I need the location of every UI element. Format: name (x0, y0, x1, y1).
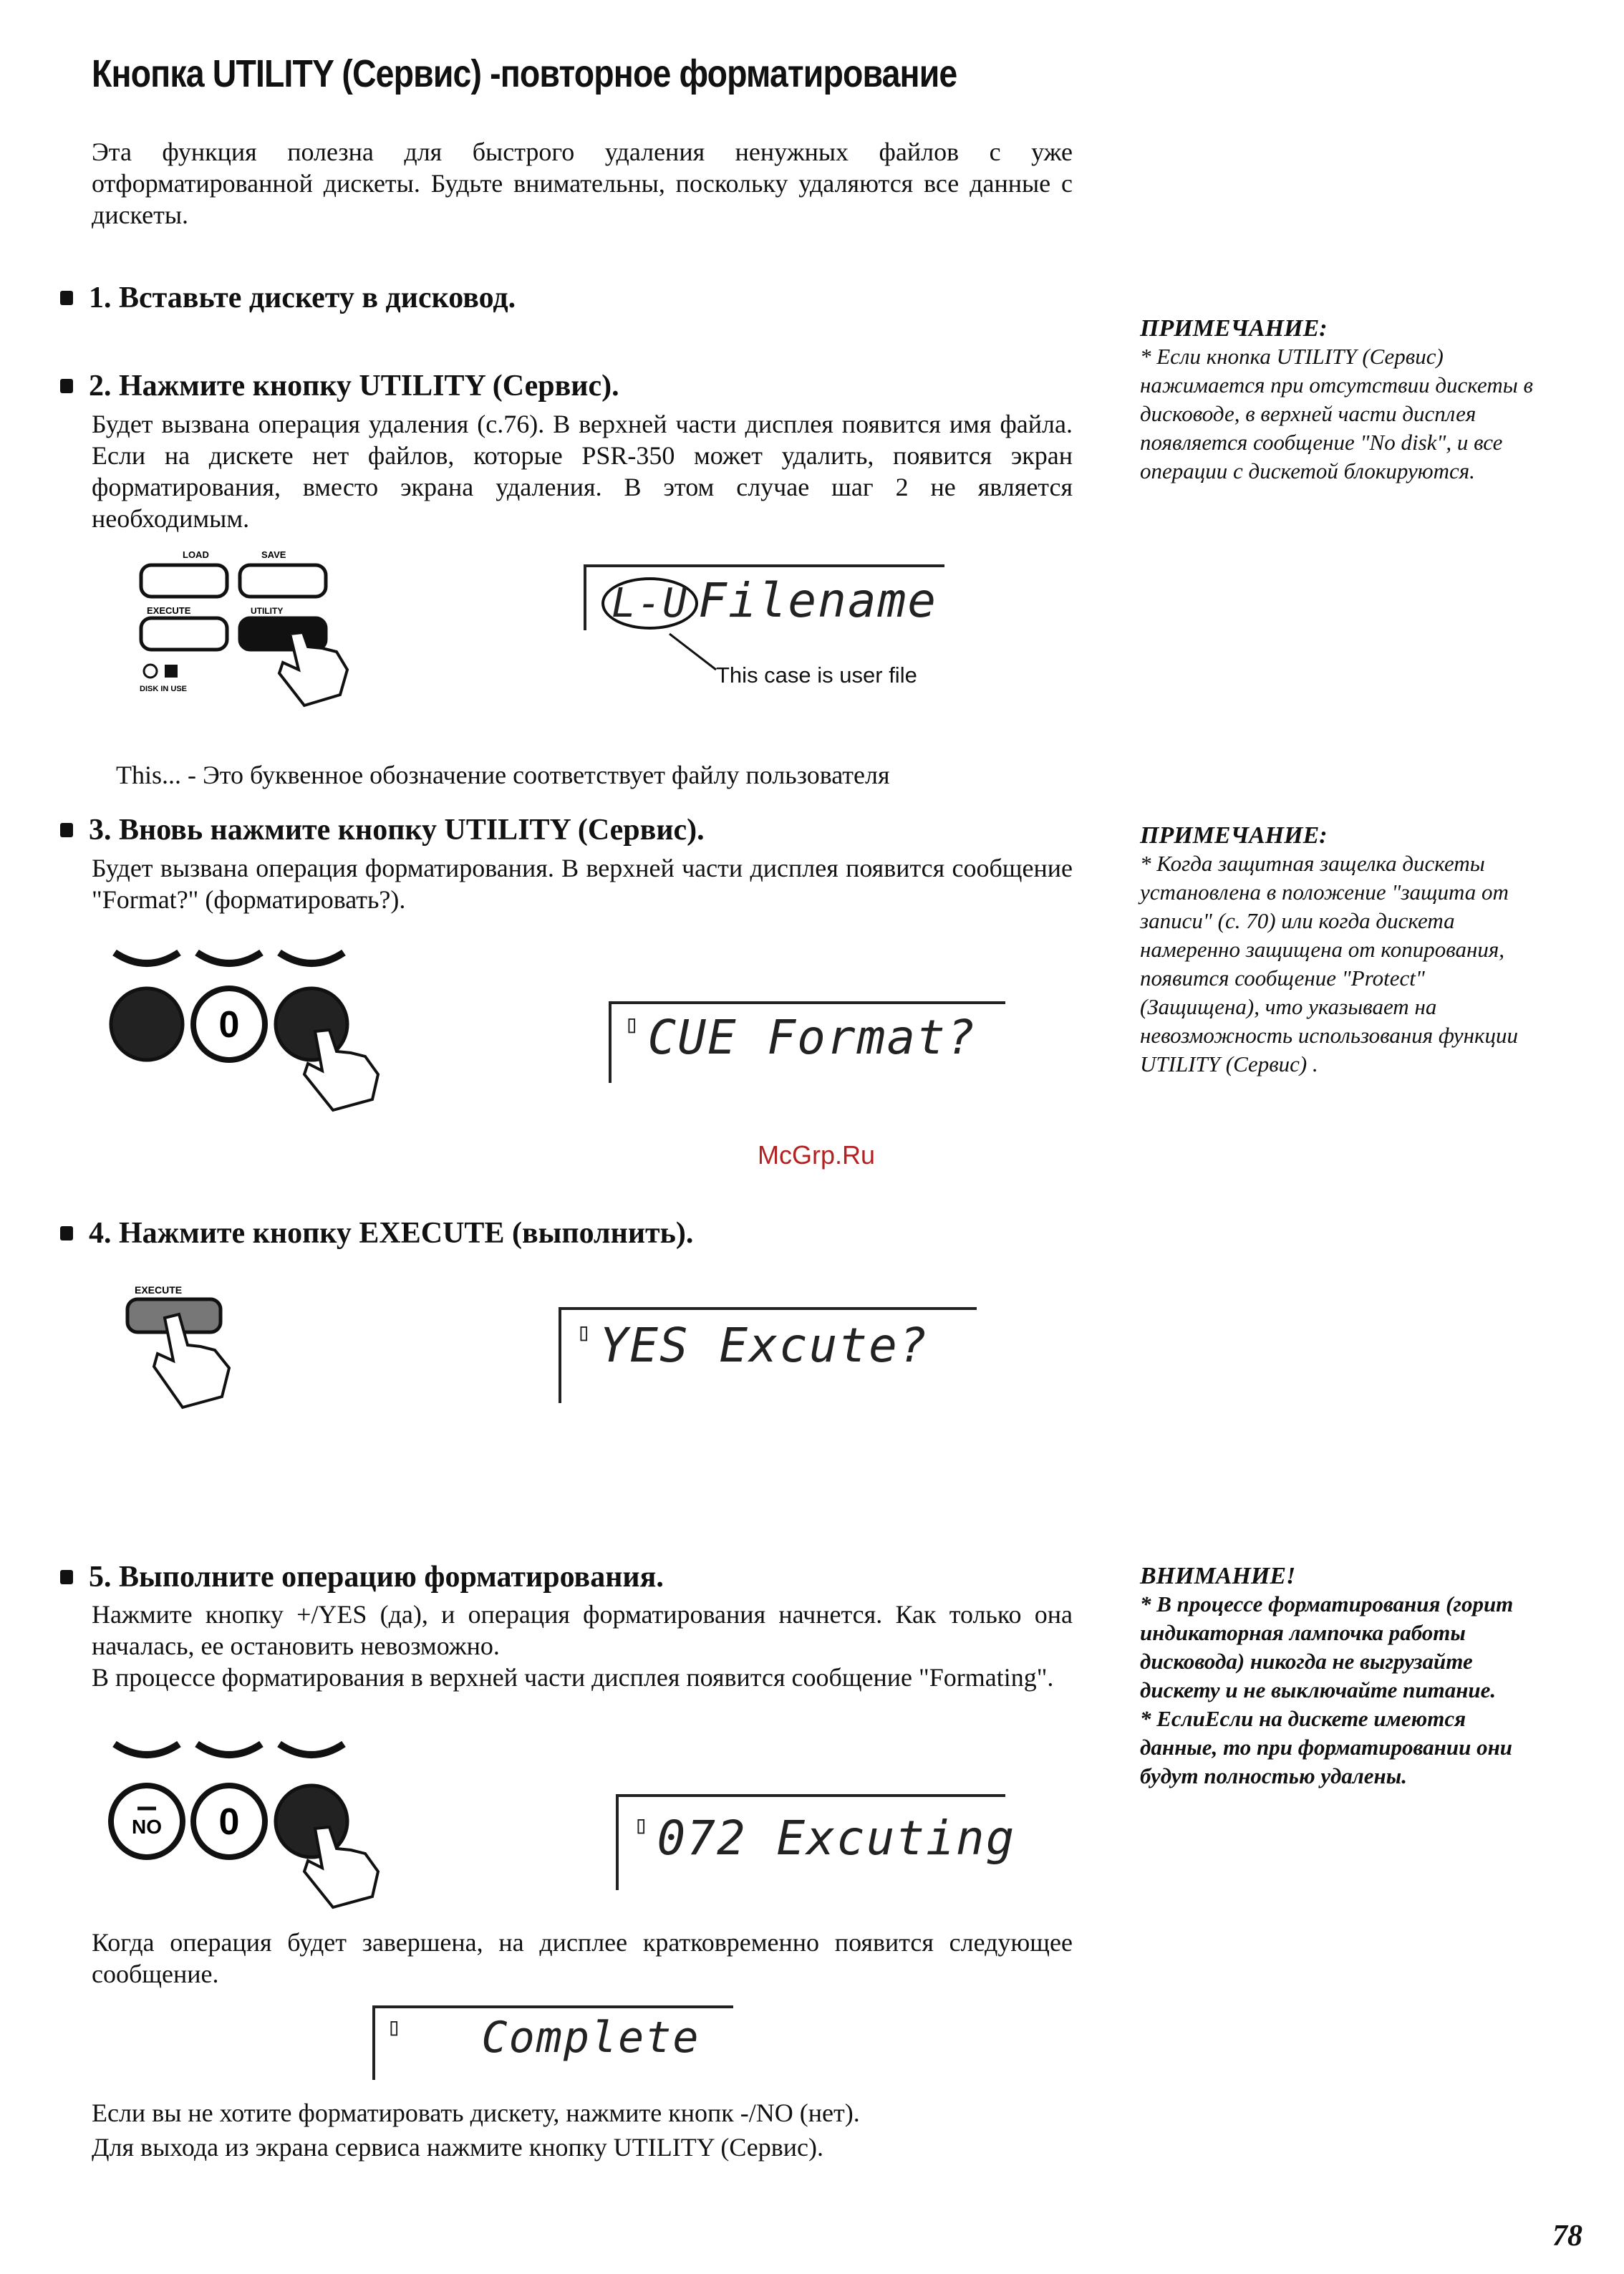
step-3-heading: 3. Вновь нажмите кнопку UTILITY (Сервис). (89, 814, 705, 847)
step-1 (60, 281, 516, 315)
step-5 (60, 1560, 664, 1594)
save-button[interactable] (240, 565, 326, 597)
step-2-text: Будет вызвана операция удаления (с.76). В верхней части дисплея появится имя файла. Если на дискете нет файлов, которые PSR-350 может удалить, появится экран форматирования, вместо экрана удаления. В этом случае шаг 2 не является необходимым. (92, 410, 1073, 533)
lcd-executing-display (634, 1811, 1015, 1866)
load-label: LOAD (183, 549, 209, 560)
complete-paragraph: Когда операция будет завершена, на дисплее кратковременно появится следующее сообщение. (92, 1928, 1073, 1988)
intro-paragraph: Эта функция полезна для быстрого удаления ненужных файлов с уже отформатированной дискеты. Будьте внимательны, поскольку удаляются все данные с дискеты. (92, 138, 1073, 229)
save-label: SAVE (261, 549, 286, 560)
caution-text-2: * ЕслиЕсли на дискете имеются данные, то при форматировании они будут полностью удалены. (1140, 1706, 1513, 1788)
lcd-format-text: CUE Format? (647, 1010, 977, 1065)
dial-buttons-step3 (107, 945, 422, 1117)
footer-line-1: Если вы не хотите форматировать дискету, нажмите кнопк -/NO (нет). (92, 2099, 860, 2127)
bullet-icon (60, 823, 73, 837)
execute-label: EXECUTE (147, 605, 191, 616)
caution-text-1: * В процессе форматирования (горит индикаторная лампочка работы дисковода) никогда не выгрузайте дискету и не выключайте питание. (1140, 1591, 1514, 1702)
execute-button[interactable] (141, 618, 227, 650)
page-title: Кнопка UTILITY (Сервис) -повторное форматирование (92, 52, 957, 95)
disk-in-use-lamp-icon (144, 665, 157, 678)
dial-buttons-step5 (107, 1737, 422, 1916)
utility-label: UTILITY (251, 606, 284, 616)
utility-button-panel (132, 548, 390, 720)
filename-callout: This case is user file (716, 663, 917, 688)
minus-no-button[interactable] (111, 988, 183, 1060)
lcd-executing-text: 072 Excuting (657, 1811, 1016, 1866)
execute-button-illustration (122, 1282, 265, 1418)
lcd-cursor-icon: ▯ (624, 1010, 641, 1039)
step-5-heading: 5. Выполните операцию форматирования. (89, 1561, 664, 1594)
load-button[interactable] (141, 565, 227, 597)
lcd-filename-text: Filename (698, 573, 938, 628)
bullet-icon (60, 1570, 73, 1584)
caution-heading: ВНИМАНИЕ! (1140, 1563, 1296, 1589)
lcd-complete-text: Complete (481, 2013, 700, 2063)
note-1 (1140, 315, 1541, 486)
lcd-cursor-icon: ▯ (387, 2013, 403, 2041)
caution-note (1140, 1563, 1541, 1791)
step-2 (60, 369, 619, 403)
lcd-format-display (624, 1010, 977, 1065)
zero-label: 0 (218, 1801, 240, 1843)
utility-button[interactable] (240, 618, 326, 650)
zero-label: 0 (218, 1004, 240, 1046)
step-5-text-1: Нажмите кнопку +/YES (да), и операция форматирования начнется. Как только она началась, ее остановить невозможно. (92, 1600, 1073, 1660)
footer-line-2: Для выхода из экрана сервиса нажмите кнопку UTILITY (Сервис). (92, 2133, 823, 2162)
note-1-text: * Если кнопка UTILITY (Сервис) нажимается при отсутствии дискеты в дисководе, в верхней части дисплея появляется сообщение "No disk", и все операции с дискетой блокируются. (1140, 344, 1533, 483)
step-2-heading: 2. Нажмите кнопку UTILITY (Сервис). (89, 370, 619, 403)
watermark: McGrp.Ru (758, 1140, 876, 1170)
page-number: 78 (1552, 2220, 1582, 2253)
lcd-execute-text: YES Excute? (599, 1318, 929, 1373)
step-4-heading: 4. Нажмите кнопку EXECUTE (выполнить). (89, 1217, 694, 1250)
lcd-cursor-icon: ▯ (634, 1811, 650, 1839)
note-2-text: * Когда защитная защелка дискеты установлена в положение "защита от записи" (с. 70) или когда дискета намеренно защищена от копирования, появится сообщение "Protect" (Защищена), что указывает на невозможность использования функции UTILITY (Сервис) . (1140, 851, 1519, 1076)
disk-icon (165, 665, 178, 678)
lcd-execute-display (576, 1318, 929, 1373)
step-3-text: Будет вызвана операция форматирования. В верхней части дисплея появится сообщение "Format?" (форматировать?). (92, 854, 1073, 914)
lcd-cursor-icon: ▯ (576, 1318, 593, 1346)
caption-this: This... - Это буквенное обозначение соответствует файлу пользователя (116, 761, 890, 789)
execute-label: EXECUTE (135, 1284, 183, 1296)
note-2 (1140, 822, 1541, 1079)
bullet-icon (60, 1226, 73, 1240)
step-5-text-2: В процессе форматирования в верхней части дисплея появится сообщение "Formating". (92, 1663, 1054, 1692)
lcd-filename-display (601, 573, 937, 630)
step-4 (60, 1216, 693, 1251)
note-1-heading: ПРИМЕЧАНИЕ: (1140, 315, 1328, 342)
no-label: NO (132, 1816, 162, 1838)
note-2-heading: ПРИМЕЧАНИЕ: (1140, 822, 1328, 849)
bullet-icon (60, 379, 73, 393)
callout-line-icon (666, 630, 723, 673)
bullet-icon (60, 291, 73, 305)
lcd-complete-display (387, 2013, 700, 2063)
disk-in-use-label: DISK IN USE (140, 685, 188, 693)
step-1-heading: 1. Вставьте дискету в дисковод. (89, 281, 516, 314)
lcd-filename-prefix: L-U (601, 577, 698, 630)
step-3 (60, 813, 705, 847)
